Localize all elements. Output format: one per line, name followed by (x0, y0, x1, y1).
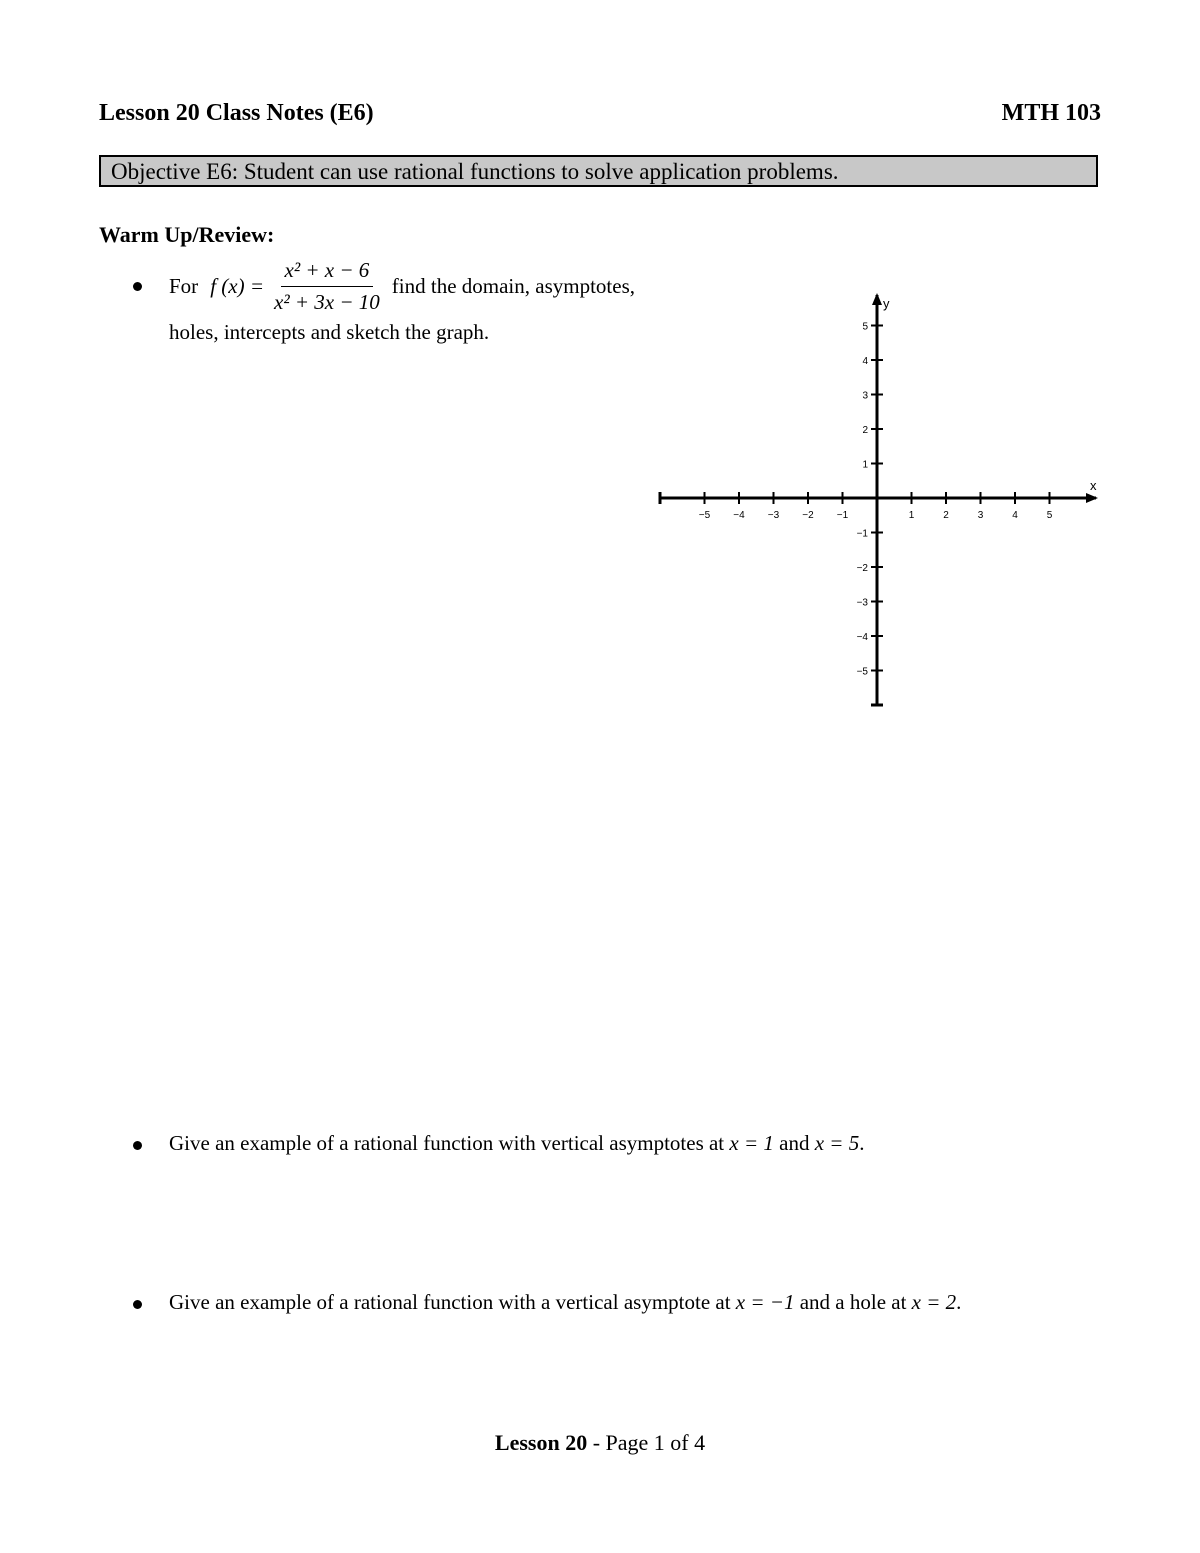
question-3 (169, 1290, 961, 1315)
x-tick-label: 2 (943, 510, 949, 521)
q1-numerator: x² + x − 6 (281, 258, 374, 287)
q3-eq1: x = −1 (735, 1290, 795, 1314)
footer-lesson: Lesson 20 (494, 1430, 588, 1455)
objective-box: Objective E6: Student can use rational functions to solve application problems. (99, 155, 1098, 187)
x-tick-label: −4 (733, 510, 745, 521)
q3-end: . (956, 1290, 962, 1314)
warmup-heading: Warm Up/Review: (99, 222, 275, 247)
x-tick-label: −5 (698, 510, 711, 521)
question-2 (169, 1131, 864, 1156)
q2-eq2: x = 5 (814, 1131, 860, 1155)
q2-eq1: x = 1 (729, 1131, 774, 1155)
y-tick-label: −3 (856, 597, 868, 609)
question-1-line-2: holes, intercepts and sketch the graph. (169, 320, 490, 344)
y-tick-label: −2 (856, 563, 868, 574)
y-tick-label: −4 (856, 632, 868, 643)
course-code: MTH 103 (1001, 100, 1101, 126)
x-tick-label: 4 (1012, 510, 1018, 521)
coordinate-axes (650, 285, 1100, 710)
x-axis-label: x (1090, 478, 1097, 493)
x-tick-label: −1 (836, 510, 849, 521)
bullet-icon (133, 1300, 142, 1309)
q3-eq2: x = 2 (911, 1290, 957, 1314)
y-tick-label: 2 (862, 425, 868, 436)
x-tick-label: 1 (908, 510, 915, 521)
x-tick-label: 5 (1046, 510, 1053, 521)
question-1-line-1 (169, 258, 635, 315)
bullet-icon (133, 282, 142, 291)
x-tick-label: −2 (802, 510, 814, 521)
q2-end: . (859, 1131, 865, 1155)
bullet-icon (133, 1141, 142, 1150)
y-tick-label: −1 (856, 528, 868, 540)
q2-text: Give an example of a rational function with vertical asymptotes at (169, 1131, 725, 1155)
q1-fraction (270, 258, 384, 315)
y-tick-label: 5 (862, 321, 868, 333)
page-footer (0, 1430, 1200, 1456)
x-tick-label: 3 (977, 510, 984, 521)
x-tick-label: −3 (767, 510, 780, 521)
lesson-title: Lesson 20 Class Notes (E6) (99, 100, 374, 126)
q1-function-name: f (x) = (210, 274, 264, 298)
q3-text: Give an example of a rational function with a vertical asymptote at (169, 1290, 731, 1314)
y-tick-label: 3 (862, 390, 868, 402)
y-axis-label: y (883, 296, 890, 311)
q2-and: and (779, 1131, 810, 1155)
q1-denominator: x² + 3x − 10 (274, 290, 380, 314)
q1-suffix: find the domain, asymptotes, (391, 274, 635, 298)
footer-page: - Page 1 of 4 (587, 1430, 706, 1455)
q1-prefix: For (169, 274, 199, 298)
x-axis-arrow (1086, 493, 1098, 503)
q3-middle: and a hole at (799, 1290, 907, 1314)
y-tick-label: −5 (856, 666, 868, 678)
y-axis-arrow (872, 293, 882, 305)
y-tick-label: 4 (862, 356, 868, 367)
y-tick-label: 1 (862, 459, 868, 471)
